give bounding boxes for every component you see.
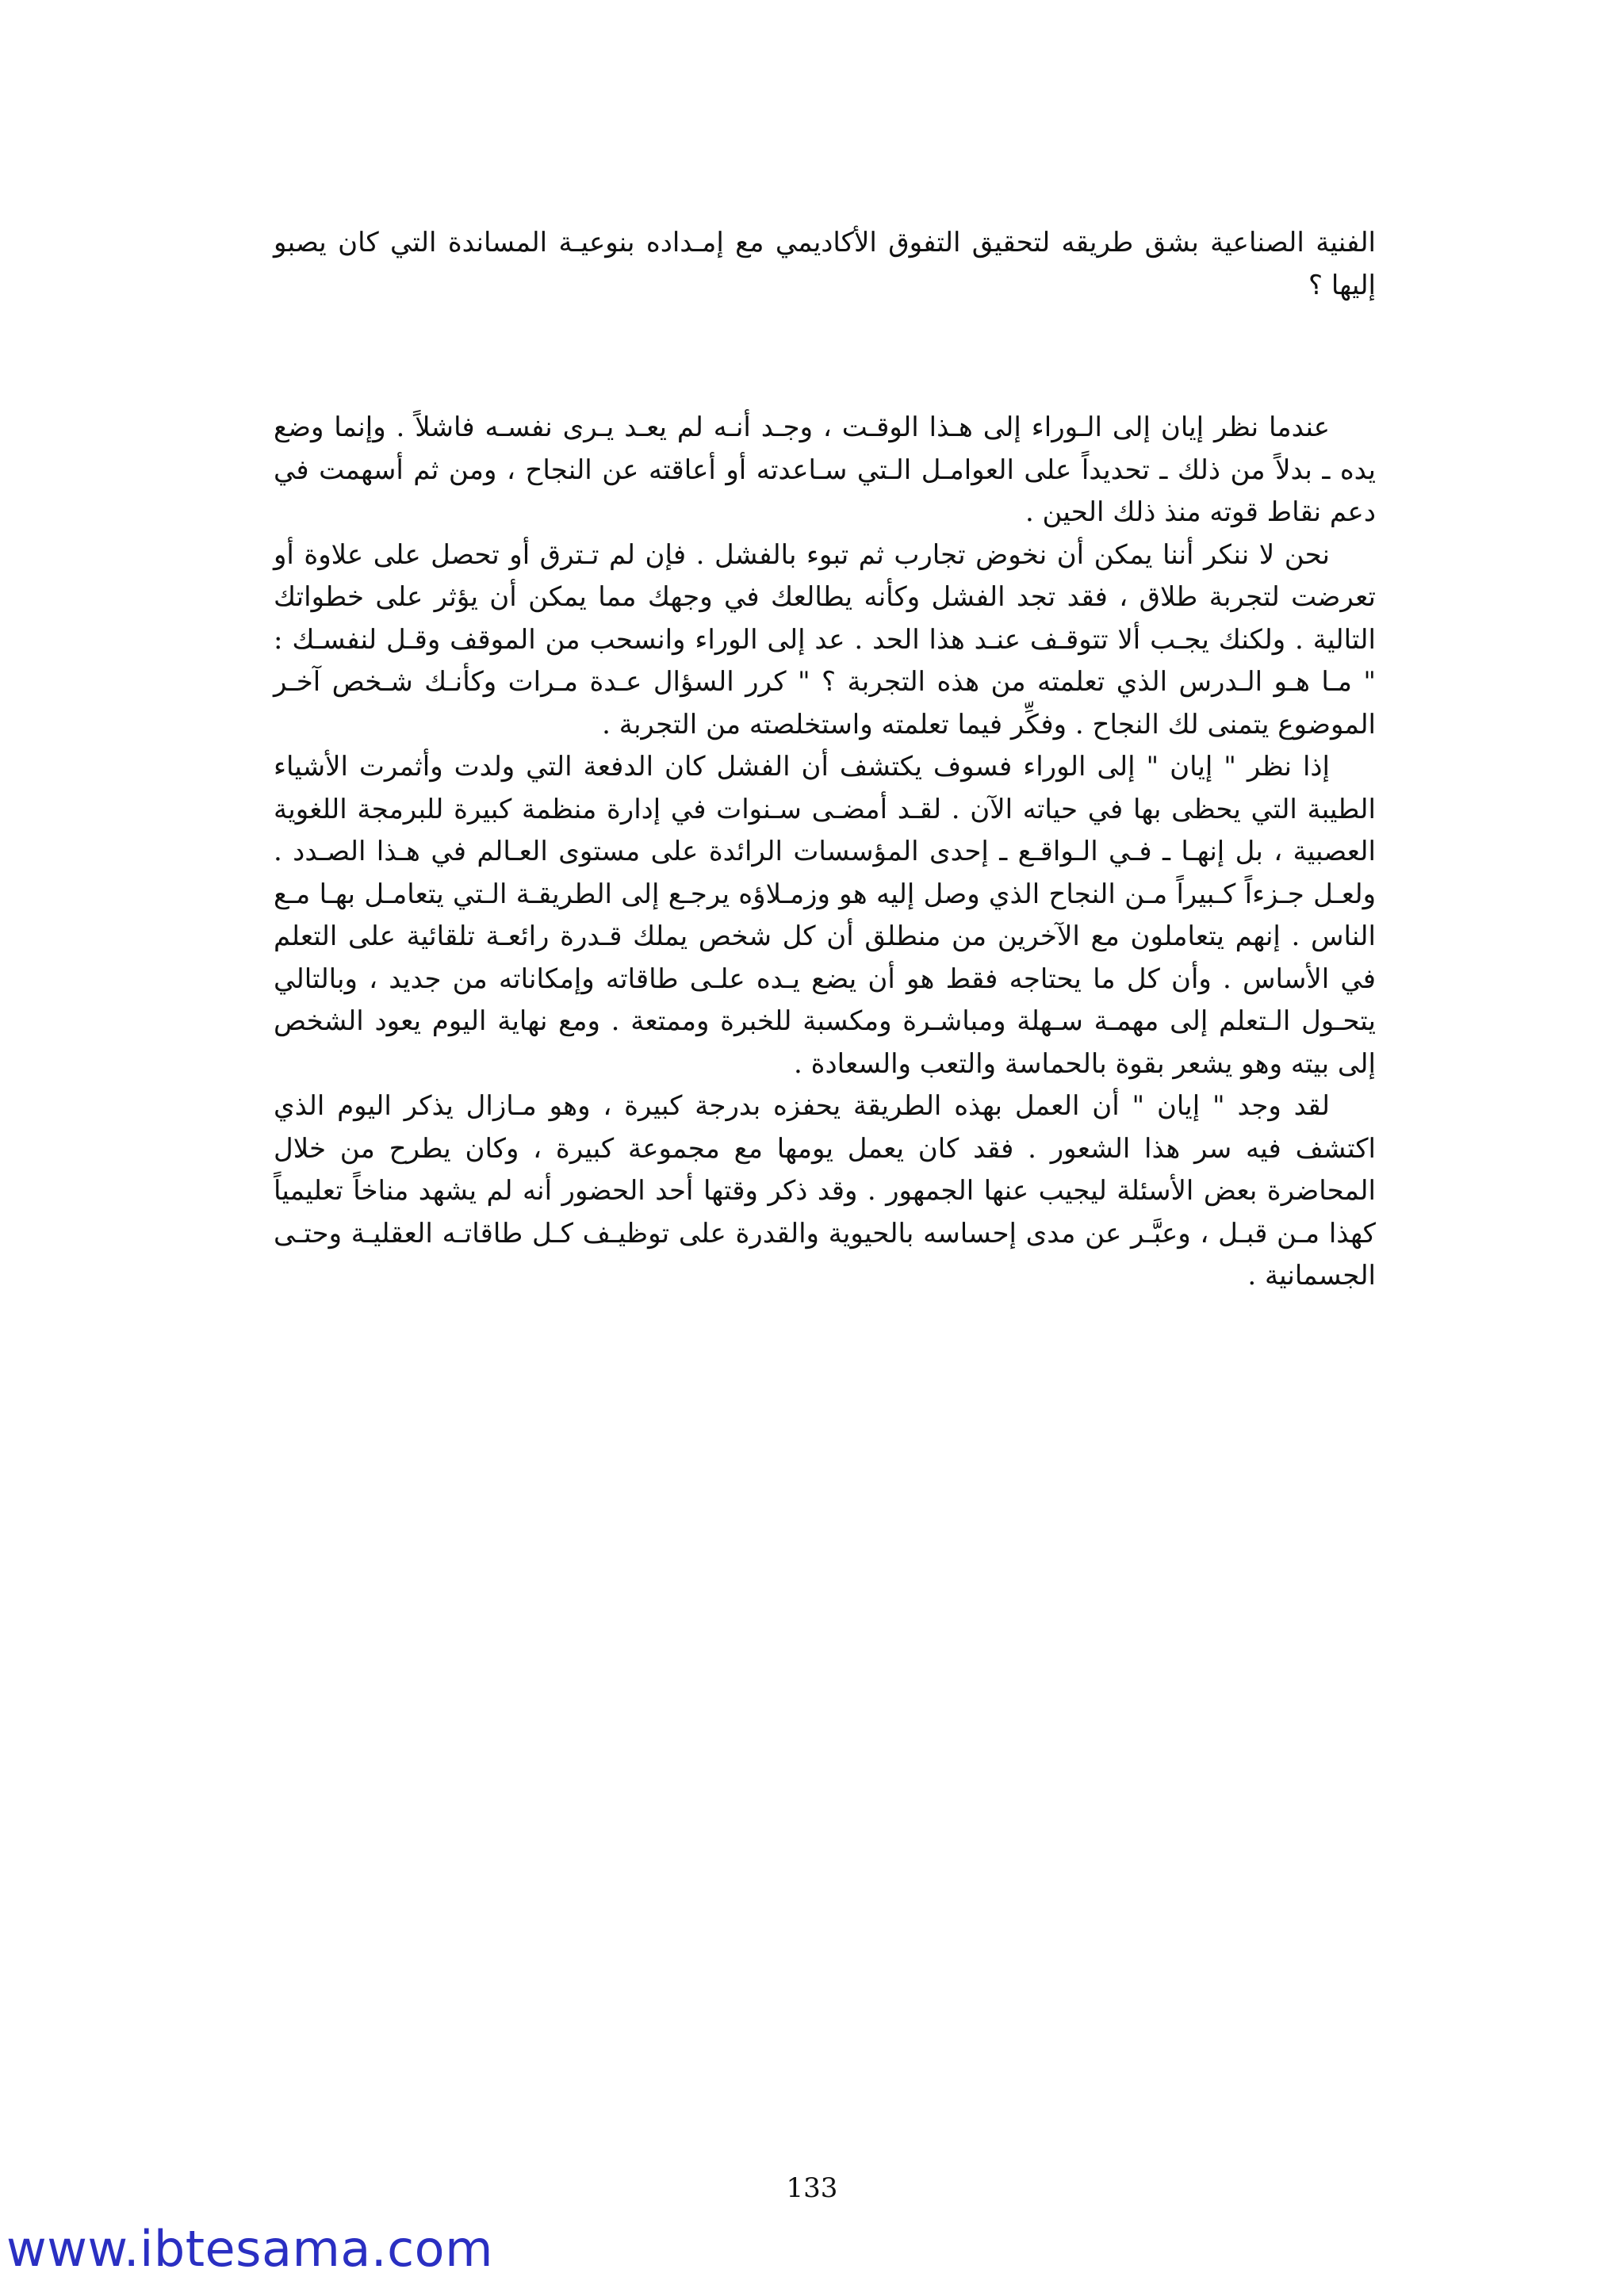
paragraph-3: إذا نظر " إيان " إلى الوراء فسوف يكتشف أن الفشل كان الدفعة التي ولدت وأثمرت الأشياء الطيبة التي يحظى بها في حياته الآن . لقـد أمضـى سـنوات في إدارة منظمة كبيرة للبرمجة اللغوية العصبية ، بل إنهـا ـ فـي الـواقـع ـ إحدى المؤسسات الرائدة على مستوى العـالم في هـذا الصـدد . ولعـل جـزءاً كـبيراً مـن النجاح الذي وصل إليه هو وزمـلاؤه يرجـع إلى الطريقـة الـتي يتعامـل بهـا مـع الناس . إنهم يتعاملون مع الآخرين من منطلق أن كل شخص يملك قـدرة رائعـة تلقائية على التعلم في الأساس . وأن كل ما يحتاجه فقط هو أن يضع يـده علـى طاقاته وإمكاناته من جديد ، وبالتالي يتحـول الـتعلم إلى مهمـة سـهلة ومباشـرة ومكسبة للخبرة وممتعة . ومع نهاية اليوم يعود الشخص إلى بيته وهو يشعر بقوة بالحماسة والتعب والسعادة . bbox=[274, 751, 1376, 1080]
paragraph-1: عندما نظر إيان إلى الـوراء إلى هـذا الوقـت ، وجـد أنـه لم يعـد يـرى نفسـه فاشلاً . وإنما وضع يده ـ بدلاً من ذلك ـ تحديداً على العوامـل الـتي سـاعدته أو أعاقته عن النجاح ، ومن ثم أسهمت في دعم نقاط قوته منذ ذلك الحين . bbox=[274, 411, 1376, 528]
intro-paragraph: الفنية الصناعية بشق طريقه لتحقيق التفوق الأكاديمي مع إمـداده بنوعيـة المساندة التي كان يصبو إليها ؟ bbox=[274, 227, 1376, 301]
page-number: 133 bbox=[786, 2172, 838, 2204]
paragraph-2: نحن لا ننكر أننا يمكن أن نخوض تجارب ثم تبوء بالفشل . فإن لم تـترق أو تحصل على علاوة أو تعرضت لتجربة طلاق ، فقد تجد الفشل وكأنه يطالعك في وجهك مما يمكن أن يؤثر على خطواتك التالية . ولكنك يجـب ألا تتوقـف عنـد هذا الحد . عد إلى الوراء وانسحب من الموقف وقـل لنفسـك : " مـا هـو الـدرس الذي تعلمته من هذه التجربة ؟ " كرر السؤال عـدة مـرات وكأنـك شـخص آخـر الموضوع يتمنى لك النجاح . وفكِّر فيما تعلمته واستخلصته من التجربة . bbox=[274, 538, 1376, 740]
intro-block bbox=[274, 222, 1376, 307]
body-text bbox=[274, 407, 1376, 1298]
watermark-url: www.ibtesama.com bbox=[6, 2220, 493, 2278]
paragraph-4: لقد وجد " إيان " أن العمل بهذه الطريقة يحفزه بدرجة كبيرة ، وهو مـازال يذكر اليوم الذي اكتشف فيه سر هذا الشعور . فقد كان يعمل يومها مع مجموعة كبيرة ، وكان يطرح من خلال المحاضرة بعض الأسئلة ليجيب عنها الجمهور . وقد ذكر وقتها أحد الحضور أنه لم يشهد مناخاً تعليمياً كهذا مـن قبـل ، وعبَّـر عن مدى إحساسه بالحيوية والقدرة على توظيـف كـل طاقاتـه العقليـة وحتـى الجسمانية . bbox=[274, 1090, 1376, 1292]
